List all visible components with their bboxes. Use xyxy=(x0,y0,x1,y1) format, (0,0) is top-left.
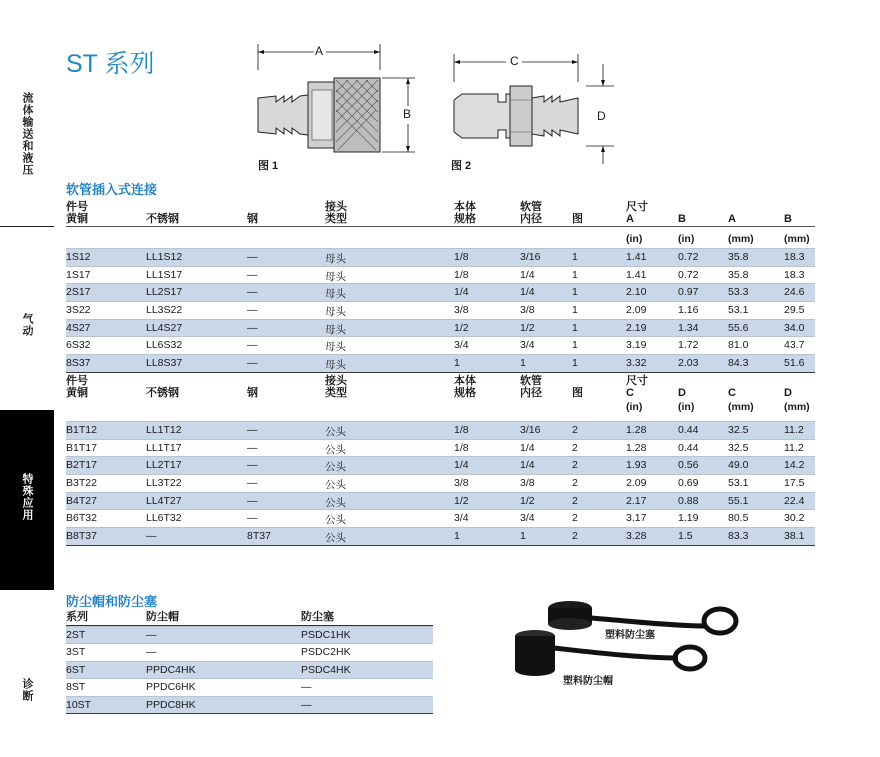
table-header-male xyxy=(66,373,815,399)
cell-d1: 3.19 xyxy=(626,339,647,352)
cell-type: 公头 xyxy=(325,425,346,438)
dim-a-label: A xyxy=(315,44,324,58)
cell-type: 母头 xyxy=(325,341,346,354)
cell-steel: — xyxy=(247,441,258,454)
dust-cap-illustration xyxy=(500,596,750,696)
figure-2-drawing xyxy=(448,52,618,167)
cell-ss: LL8S37 xyxy=(146,357,183,370)
cell-brass: 3S22 xyxy=(66,304,91,317)
header-dims: 尺寸 A xyxy=(626,201,648,225)
cell-steel: — xyxy=(247,476,258,489)
cell-fig: 2 xyxy=(572,512,578,525)
cell-d4: 51.6 xyxy=(784,357,805,370)
cell-ss: LL4S27 xyxy=(146,321,183,334)
header-c-mm: C xyxy=(728,386,736,399)
dust-cap-table xyxy=(66,609,433,714)
header-hose-id: 软管 内径 xyxy=(520,374,542,399)
cell-d2: 1.5 xyxy=(678,529,693,542)
cell-d4: 22.4 xyxy=(784,494,805,507)
cell-cap: PPDC4HK xyxy=(146,663,196,676)
cell-body: 1/8 xyxy=(454,441,469,454)
side-nav-item-fluid[interactable]: 流体输送和液压 xyxy=(21,92,33,176)
cell-d2: 1.34 xyxy=(678,321,699,334)
cell-brass: B1T12 xyxy=(66,423,97,436)
cell-brass: B3T22 xyxy=(66,476,97,489)
dust-table-row xyxy=(66,643,433,660)
unit-label: (mm) xyxy=(784,233,810,245)
cell-d1: 1.41 xyxy=(626,268,647,281)
cell-series: 3ST xyxy=(66,646,86,659)
cell-d4: 43.7 xyxy=(784,339,805,352)
cell-d2: 0.44 xyxy=(678,423,699,436)
cell-type: 公头 xyxy=(325,531,346,544)
table-row-male xyxy=(66,439,815,457)
cell-body: 1/4 xyxy=(454,286,469,299)
cell-d4: 34.0 xyxy=(784,321,805,334)
cell-body: 1/8 xyxy=(454,268,469,281)
cell-fig: 1 xyxy=(572,251,578,263)
table-row-male xyxy=(66,509,815,527)
cell-steel: — xyxy=(247,339,258,352)
header-cap: 防尘帽 xyxy=(146,611,179,623)
dim-b-label: B xyxy=(403,107,412,121)
cell-fig: 1 xyxy=(572,321,578,334)
cell-type: 母头 xyxy=(325,306,346,319)
cell-type: 母头 xyxy=(325,253,346,265)
cell-fig: 2 xyxy=(572,476,578,489)
cell-steel: — xyxy=(247,251,258,263)
cell-hose: 1/4 xyxy=(520,441,535,454)
dust-table-row xyxy=(66,696,433,713)
cell-hose: 3/8 xyxy=(520,476,535,489)
cell-steel: — xyxy=(247,357,258,370)
header-b: B xyxy=(678,213,686,225)
header-steel: 钢 xyxy=(247,213,258,225)
cell-type: 公头 xyxy=(325,461,346,474)
cell-d4: 18.3 xyxy=(784,268,805,281)
cell-d2: 1.72 xyxy=(678,339,699,352)
header-part-no: 件号 黄铜 xyxy=(66,201,88,225)
cell-brass: 4S27 xyxy=(66,321,91,334)
cell-hose: 1/4 xyxy=(520,286,535,299)
cell-d1: 2.09 xyxy=(626,304,647,317)
plug-label: 塑料防尘塞 xyxy=(605,630,655,641)
dust-table-row xyxy=(66,661,433,678)
cell-ss: LL6S32 xyxy=(146,339,183,352)
cell-d3: 55.1 xyxy=(728,494,749,507)
table-row-male xyxy=(66,421,815,439)
side-divider xyxy=(0,226,54,227)
cell-d3: 53.1 xyxy=(728,476,749,489)
cell-d3: 83.3 xyxy=(728,529,749,542)
cell-type: 公头 xyxy=(325,496,346,509)
unit-label: (in) xyxy=(626,233,643,245)
cell-brass: 6S32 xyxy=(66,339,91,352)
cell-type: 母头 xyxy=(325,323,346,336)
table-row-female xyxy=(66,283,815,301)
cell-d3: 80.5 xyxy=(728,512,749,525)
cell-d1: 2.09 xyxy=(626,476,647,489)
dust-table-header xyxy=(66,609,433,626)
cell-type: 公头 xyxy=(325,514,346,527)
cell-body: 1/2 xyxy=(454,321,469,334)
cell-brass: B4T27 xyxy=(66,494,97,507)
side-nav-item-diagnostic[interactable]: 诊断 xyxy=(21,678,33,702)
unit-label: (mm) xyxy=(728,400,754,413)
cell-type: 公头 xyxy=(325,443,346,456)
side-nav xyxy=(0,0,54,757)
section-heading-hose-connection: 软管插入式连接 xyxy=(66,182,158,197)
table-row-male xyxy=(66,492,815,510)
cell-d2: 1.19 xyxy=(678,512,699,525)
cell-d1: 2.17 xyxy=(626,494,647,507)
cell-ss: LL1S17 xyxy=(146,268,183,281)
cell-d4: 30.2 xyxy=(784,512,805,525)
cell-ss: LL3T22 xyxy=(146,476,182,489)
cell-brass: B6T32 xyxy=(66,512,97,525)
cell-d1: 1.93 xyxy=(626,459,647,472)
cell-body: 3/8 xyxy=(454,476,469,489)
cell-cap: — xyxy=(146,629,157,641)
table-row-female xyxy=(66,301,815,319)
cell-ss: LL1S12 xyxy=(146,251,183,263)
header-dims: 尺寸 C xyxy=(626,374,648,399)
cell-plug: PSDC4HK xyxy=(301,663,351,676)
cell-d3: 35.8 xyxy=(728,251,749,263)
cap-label: 塑料防尘帽 xyxy=(563,676,613,687)
cell-d1: 3.17 xyxy=(626,512,647,525)
cell-series: 8ST xyxy=(66,681,86,694)
cell-brass: 1S17 xyxy=(66,268,91,281)
cell-hose: 3/16 xyxy=(520,423,541,436)
cell-ss: LL4T27 xyxy=(146,494,182,507)
header-conn-type: 接头 类型 xyxy=(325,374,347,399)
cell-hose: 3/4 xyxy=(520,512,535,525)
units-row-female xyxy=(66,226,815,248)
cell-body: 3/8 xyxy=(454,304,469,317)
cell-fig: 1 xyxy=(572,339,578,352)
header-fig: 图 xyxy=(572,213,583,225)
cell-fig: 2 xyxy=(572,423,578,436)
cell-plug: — xyxy=(301,698,312,711)
side-nav-item-pneumatic[interactable]: 气动 xyxy=(21,313,33,337)
cell-d4: 11.2 xyxy=(784,423,804,436)
units-row-male xyxy=(66,399,815,421)
cell-d1: 2.19 xyxy=(626,321,647,334)
cell-d2: 0.88 xyxy=(678,494,699,507)
cell-d2: 0.44 xyxy=(678,441,699,454)
cell-series: 6ST xyxy=(66,663,86,676)
table-row-female xyxy=(66,319,815,337)
cell-ss: LL3S22 xyxy=(146,304,183,317)
cell-ss: LL6T32 xyxy=(146,512,182,525)
unit-label: (mm) xyxy=(728,233,754,245)
cell-steel: — xyxy=(247,494,258,507)
cell-steel: 8T37 xyxy=(247,529,271,542)
cell-fig: 2 xyxy=(572,529,578,542)
cell-body: 1/2 xyxy=(454,494,469,507)
cell-d2: 0.72 xyxy=(678,268,699,281)
dust-table-bottom-line xyxy=(66,713,433,714)
header-d: D xyxy=(678,386,686,399)
cell-hose: 3/8 xyxy=(520,304,535,317)
cell-plug: PSDC2HK xyxy=(301,646,351,659)
cell-brass: 1S12 xyxy=(66,251,91,263)
cell-d3: 32.5 xyxy=(728,423,749,436)
unit-label: (in) xyxy=(678,233,695,245)
cell-fig: 1 xyxy=(572,357,578,370)
cell-plug: — xyxy=(301,681,312,694)
cell-body: 1 xyxy=(454,529,460,542)
cell-fig: 1 xyxy=(572,286,578,299)
cell-d4: 18.3 xyxy=(784,251,805,263)
dust-table-row xyxy=(66,678,433,695)
cell-body: 1 xyxy=(454,357,460,370)
cell-plug: PSDC1HK xyxy=(301,629,351,641)
cell-series: 2ST xyxy=(66,629,86,641)
table-row-female xyxy=(66,354,815,372)
cell-series: 10ST xyxy=(66,698,92,711)
cell-fig: 2 xyxy=(572,441,578,454)
cell-d4: 11.2 xyxy=(784,441,804,454)
cell-fig: 2 xyxy=(572,459,578,472)
header-hose-id: 软管 内径 xyxy=(520,201,542,225)
coupling-table xyxy=(66,199,815,546)
dust-table-row xyxy=(66,626,433,643)
cell-cap: PPDC6HK xyxy=(146,681,196,694)
cell-d3: 32.5 xyxy=(728,441,749,454)
table-row-female xyxy=(66,248,815,266)
figure-1-drawing xyxy=(250,40,425,170)
cell-d2: 0.56 xyxy=(678,459,699,472)
cell-hose: 1/2 xyxy=(520,494,535,507)
cell-d1: 3.28 xyxy=(626,529,647,542)
cell-d4: 17.5 xyxy=(784,476,805,489)
cell-steel: — xyxy=(247,321,258,334)
header-body-size: 本体 规格 xyxy=(454,201,476,225)
cell-cap: PPDC8HK xyxy=(146,698,196,711)
cell-fig: 1 xyxy=(572,268,578,281)
cell-body: 3/4 xyxy=(454,512,469,525)
cell-body: 1/8 xyxy=(454,251,469,263)
header-steel: 钢 xyxy=(247,386,258,399)
cell-ss: LL2T17 xyxy=(146,459,182,472)
table-row-female xyxy=(66,266,815,284)
cell-d1: 1.41 xyxy=(626,251,647,263)
cell-steel: — xyxy=(247,512,258,525)
cell-d2: 0.97 xyxy=(678,286,699,299)
cell-d3: 53.1 xyxy=(728,304,749,317)
cell-ss: LL1T17 xyxy=(146,441,182,454)
cell-cap: — xyxy=(146,646,157,659)
table-row-female xyxy=(66,336,815,354)
cell-hose: 1/2 xyxy=(520,321,535,334)
header-fig: 图 xyxy=(572,386,583,399)
dim-d-label: D xyxy=(597,109,606,123)
cell-hose: 3/4 xyxy=(520,339,535,352)
cell-d2: 0.72 xyxy=(678,251,699,263)
side-nav-item-special[interactable]: 特殊应用 xyxy=(0,410,54,590)
cell-brass: 8S37 xyxy=(66,357,91,370)
header-stainless: 不锈钢 xyxy=(146,213,179,225)
cell-d3: 81.0 xyxy=(728,339,749,352)
cell-brass: 2S17 xyxy=(66,286,91,299)
cell-hose: 3/16 xyxy=(520,251,541,263)
cell-type: 公头 xyxy=(325,478,346,491)
cell-d1: 1.28 xyxy=(626,441,647,454)
cell-fig: 1 xyxy=(572,304,578,317)
cell-brass: B1T17 xyxy=(66,441,97,454)
cell-d2: 0.69 xyxy=(678,476,699,489)
page-title: ST 系列 xyxy=(66,50,155,78)
cell-d2: 2.03 xyxy=(678,357,699,370)
cell-d2: 1.16 xyxy=(678,304,699,317)
cell-ss: LL1T12 xyxy=(146,423,182,436)
cell-steel: — xyxy=(247,286,258,299)
cell-hose: 1 xyxy=(520,529,526,542)
header-d-mm: D xyxy=(784,386,792,399)
cell-steel: — xyxy=(247,268,258,281)
cell-d4: 24.6 xyxy=(784,286,805,299)
cell-steel: — xyxy=(247,304,258,317)
header-a-mm: A xyxy=(728,213,736,225)
cell-d4: 29.5 xyxy=(784,304,805,317)
unit-label: (in) xyxy=(626,400,643,413)
unit-label: (in) xyxy=(678,400,695,413)
cell-d1: 2.10 xyxy=(626,286,647,299)
cell-body: 1/8 xyxy=(454,423,469,436)
cell-hose: 1 xyxy=(520,357,526,370)
cell-d4: 14.2 xyxy=(784,459,805,472)
table-row-male xyxy=(66,527,815,545)
cell-d1: 3.32 xyxy=(626,357,647,370)
header-body-size: 本体 规格 xyxy=(454,374,476,399)
header-series: 系列 xyxy=(66,611,88,623)
cell-d3: 49.0 xyxy=(728,459,749,472)
cell-hose: 1/4 xyxy=(520,459,535,472)
cell-d3: 53.3 xyxy=(728,286,749,299)
cell-fig: 2 xyxy=(572,494,578,507)
cell-brass: B8T37 xyxy=(66,529,97,542)
unit-label: (mm) xyxy=(784,400,810,413)
cell-ss: LL2S17 xyxy=(146,286,183,299)
cell-type: 母头 xyxy=(325,359,346,372)
cell-type: 母头 xyxy=(325,270,346,283)
cell-steel: — xyxy=(247,423,258,436)
header-stainless: 不锈钢 xyxy=(146,386,179,399)
header-b-mm: B xyxy=(784,213,792,225)
cell-body: 1/4 xyxy=(454,459,469,472)
cell-d3: 35.8 xyxy=(728,268,749,281)
cell-type: 母头 xyxy=(325,288,346,301)
cell-d3: 55.6 xyxy=(728,321,749,334)
table-header-female xyxy=(66,199,815,226)
table-row-male xyxy=(66,474,815,492)
cell-d3: 84.3 xyxy=(728,357,749,370)
cell-brass: B2T17 xyxy=(66,459,97,472)
cell-body: 3/4 xyxy=(454,339,469,352)
dim-c-label: C xyxy=(510,54,519,68)
section-heading-dust-caps: 防尘帽和防尘塞 xyxy=(66,594,158,609)
cell-hose: 1/4 xyxy=(520,268,535,281)
cell-ss: — xyxy=(146,529,157,542)
table-bottom-line xyxy=(66,545,815,546)
header-conn-type: 接头 类型 xyxy=(325,201,347,225)
cell-d4: 38.1 xyxy=(784,529,805,542)
table-row-male xyxy=(66,456,815,474)
cell-d1: 1.28 xyxy=(626,423,647,436)
figure-2-label: 图 2 xyxy=(451,160,472,172)
header-part-no: 件号 黄铜 xyxy=(66,374,88,399)
cell-steel: — xyxy=(247,459,258,472)
header-plug: 防尘塞 xyxy=(301,611,334,623)
figure-1-label: 图 1 xyxy=(258,160,279,172)
